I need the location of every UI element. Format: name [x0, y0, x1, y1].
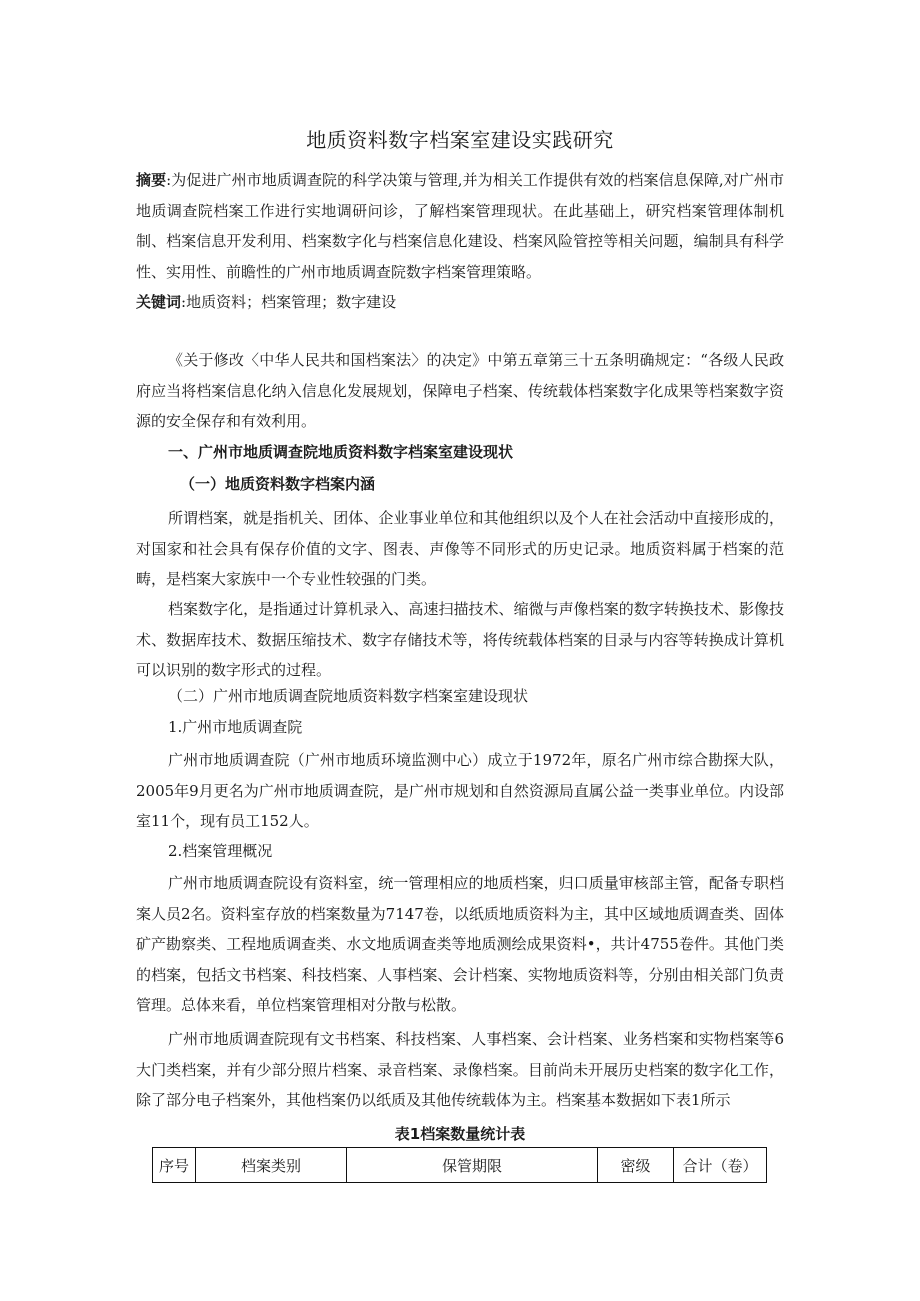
table-header-row — [153, 1148, 767, 1183]
header-security-level: 密级 — [598, 1148, 674, 1183]
header-index: 序号 — [153, 1148, 196, 1183]
intro-paragraph: 《关于修改〈中华人民共和国档案法〉的决定》中第五章第三十五条明确规定：“各级人民政府应当将档案信息化纳入信息化发展规划，保障电子档案、传统载体档案数字化成果等档案数字资源的安全保存和有效利用。 — [136, 351, 784, 430]
page-title: 地质资料数字档案室建设实践研究 — [306, 128, 614, 152]
subsection-1-heading: （一）地质资料数字档案内涵 — [180, 475, 376, 493]
archive-stats-table — [152, 1147, 767, 1183]
table-caption: 表1档案数量统计表 — [394, 1125, 526, 1143]
header-total-volumes: 合计（卷） — [674, 1148, 767, 1183]
abstract-text: :为促进广州市地质调查院的科学决策与管理,并为相关工作提供有效的档案信息保障,对广州市地质调查院档案工作进行实地调研问诊，了解档案管理现状。在此基础上，研究档案管理体制机制、档案信息开发利用、档案数字化与档案信息化建设、档案风险管控等相关问题，编制具有科学性、实用性、前瞻性的广州市地质调查院数字档案管理策略。 — [136, 171, 784, 281]
section-1-heading: 一、广州市地质调查院地质资料数字档案室建设现状 — [168, 443, 514, 461]
header-retention-period: 保管期限 — [347, 1148, 598, 1183]
header-category: 档案类别 — [196, 1148, 347, 1183]
abstract-label: 摘要 — [136, 171, 167, 189]
keywords-text: :地质资料；档案管理；数字建设 — [181, 293, 397, 311]
archive-categories-paragraph: 广州市地质调查院现有文书档案、科技档案、人事档案、会计档案、业务档案和实物档案等6大门类档案，并有少部分照片档案、录音档案、录像档案。目前尚未开展历史档案的数字化工作，除了部分电子档案外，其他档案仍以纸质及其他传统载体为主。档案基本数据如下表1所示 — [136, 1030, 784, 1109]
institute-paragraph: 广州市地质调查院（广州市地质环境监测中心）成立于1972年，原名广州市综合勘探大队，2005年9月更名为广州市地质调查院，是广州市规划和自然资源局直属公益一类事业单位。内设部室11个，现有员工152人。 — [136, 751, 784, 830]
keywords-label: 关键词 — [136, 293, 182, 311]
item-2-heading: 2.档案管理概况 — [168, 842, 273, 860]
abstract-paragraph — [136, 165, 784, 287]
keywords-paragraph — [136, 287, 784, 318]
item-1-heading: 1.广州市地质调查院 — [168, 718, 303, 736]
archive-overview-paragraph: 广州市地质调查院设有资料室，统一管理相应的地质档案，归口质量审核部主管，配备专职档案人员2名。资料室存放的档案数量为7147卷，以纸质地质资料为主，其中区域地质调查类、固体矿产勘察类、工程地质调查类、水文地质调查类等地质测绘成果资料•，共计4755卷件。其他门类的档案，包括文书档案、科技档案、人事档案、会计档案、实物地质资料等，分别由相关部门负责管理。总体来看，单位档案管理相对分散与松散。 — [136, 874, 784, 1014]
definition-paragraph: 所谓档案，就是指机关、团体、企业事业单位和其他组织以及个人在社会活动中直接形成的，对国家和社会具有保存价值的文字、图表、声像等不同形式的历史记录。地质资料属于档案的范畴，是档案大家族中一个专业性较强的门类。 — [136, 509, 784, 588]
digitization-paragraph: 档案数字化，是指通过计算机录入、高速扫描技术、缩微与声像档案的数字转换技术、影像技术、数据库技术、数据压缩技术、数字存储技术等，将传统载体档案的目录与内容等转换成计算机可以识别的数字形式的过程。 — [136, 600, 784, 679]
subsection-2-heading: （二）广州市地质调查院地质资料数字档案室建设现状 — [168, 687, 529, 705]
